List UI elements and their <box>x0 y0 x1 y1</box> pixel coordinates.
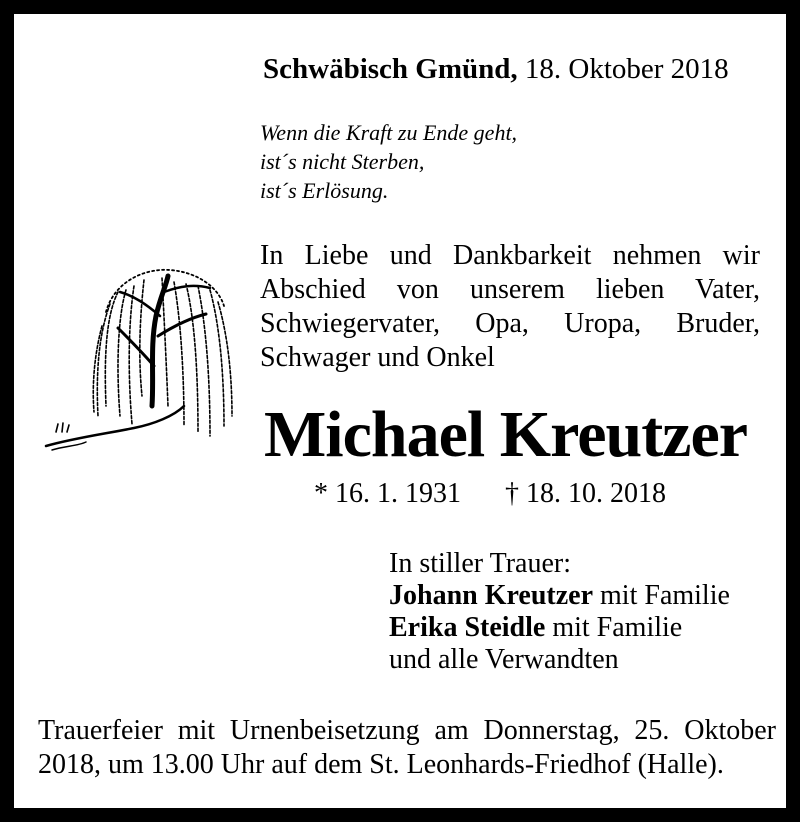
mourner-name: Johann Kreutzer <box>389 580 594 611</box>
intro-line: Schwiegervater, Opa, Uropa, Bruder, <box>260 308 760 339</box>
death-date: † 18. 10. 2018 <box>505 478 666 509</box>
life-dates <box>314 478 666 510</box>
mourner-name: Erika Steidle <box>389 612 546 643</box>
intro-text <box>260 239 760 375</box>
birth-date: * 16. 1. 1931 <box>314 478 461 509</box>
mourner-family <box>389 612 730 644</box>
weeping-willow-icon <box>34 256 244 456</box>
quote-line: ist´s Erlösung. <box>260 178 389 203</box>
quote-line: ist´s nicht Sterben, <box>260 149 425 174</box>
quote-line: Wenn die Kraft zu Ende geht, <box>260 120 518 145</box>
mourners-heading: In stiller Trauer: <box>389 548 571 579</box>
mourners-block <box>389 548 730 676</box>
intro-line: Abschied von unserem lieben Vater, <box>260 274 760 305</box>
place-date <box>263 53 729 86</box>
deceased-name: Michael Kreutzer <box>264 398 748 471</box>
intro-line: Schwager und Onkel <box>260 342 495 373</box>
date: 18. Oktober 2018 <box>517 53 729 85</box>
service-line: 2018, um 13.00 Uhr auf dem St. Leonhards-Friedhof (Halle). <box>38 749 724 780</box>
service-line: Trauerfeier mit Urnenbeisetzung am Donnerstag, 25. Oktober <box>38 715 776 746</box>
intro-line: In Liebe und Dankbarkeit nehmen wir <box>260 240 760 271</box>
mourner-family <box>389 580 730 612</box>
mourner-suffix: mit Familie <box>593 580 730 611</box>
mourner-suffix: mit Familie <box>545 612 683 643</box>
mourners-closing: und alle Verwandten <box>389 644 619 675</box>
place: Schwäbisch Gmünd, <box>263 53 518 85</box>
quote <box>260 118 517 205</box>
funeral-service-info <box>38 714 776 782</box>
